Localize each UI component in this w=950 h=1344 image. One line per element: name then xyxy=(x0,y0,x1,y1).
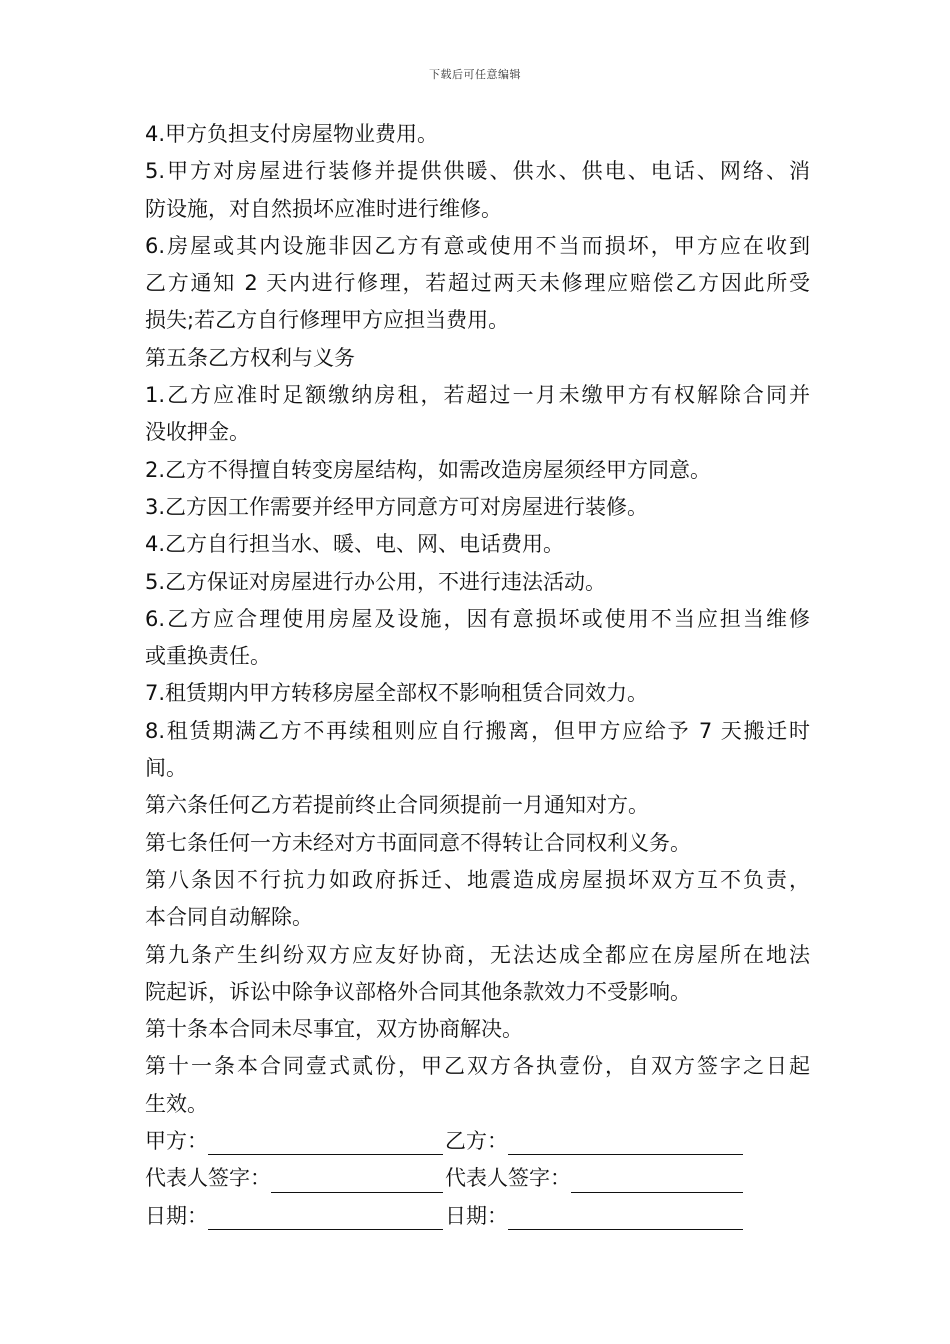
signature-right xyxy=(445,1198,745,1235)
page-header: 下载后可任意编辑 xyxy=(429,68,521,81)
signature-blank-line[interactable] xyxy=(208,1132,443,1155)
signature-row xyxy=(145,1160,810,1197)
clause-line: 第九条产生纠纷双方应友好协商，无法达成全都应在房屋所在地法 xyxy=(145,942,810,967)
clause-line: 防设施，对自然损坏应准时进行维修。 xyxy=(145,196,502,221)
signature-left xyxy=(145,1198,445,1235)
signature-right xyxy=(445,1123,745,1160)
clause-line: 第七条任何一方未经对方书面同意不得转让合同权利义务。 xyxy=(145,830,691,855)
signature-label: 乙方： xyxy=(445,1129,508,1154)
clause-line: 本合同自动解除。 xyxy=(145,905,313,930)
clause-line: 没收押金。 xyxy=(145,420,250,445)
signature-row xyxy=(145,1123,810,1160)
clause-line: 8.租赁期满乙方不再续租则应自行搬离，但甲方应给予 7 天搬迁时 xyxy=(145,718,810,743)
signature-left xyxy=(145,1160,445,1197)
clause-line: 3.乙方因工作需要并经甲方同意方可对房屋进行装修。 xyxy=(145,494,649,519)
signature-label: 代表人签字： xyxy=(145,1166,271,1191)
clause-line: 4.乙方自行担当水、暖、电、网、电话费用。 xyxy=(145,532,565,557)
contract-body xyxy=(145,116,810,1235)
clause-line: 院起诉，诉讼中除争议部格外合同其他条款效力不受影响。 xyxy=(145,979,691,1004)
signature-label: 甲方： xyxy=(145,1129,208,1154)
clause-line: 第五条乙方权利与义务 xyxy=(145,345,355,370)
clause-line: 损失;若乙方自行修理甲方应担当费用。 xyxy=(145,308,510,333)
signature-blank-line[interactable] xyxy=(271,1170,443,1193)
clause-line: 1.乙方应准时足额缴纳房租，若超过一月未缴甲方有权解除合同并 xyxy=(145,383,810,408)
signature-label: 日期： xyxy=(145,1203,208,1228)
clause-line: 第六条任何乙方若提前终止合同须提前一月通知对方。 xyxy=(145,793,649,818)
signature-blank-line[interactable] xyxy=(571,1170,743,1193)
signature-block xyxy=(145,1123,810,1235)
clause-line: 6.房屋或其内设施非因乙方有意或使用不当而损坏，甲方应在收到 xyxy=(145,233,810,258)
signature-row xyxy=(145,1198,810,1235)
clause-line: 第八条因不行抗力如政府拆迁、地震造成房屋损坏双方互不负责， xyxy=(145,867,810,892)
clause-line: 2.乙方不得擅自转变房屋结构，如需改造房屋须经甲方同意。 xyxy=(145,457,712,482)
signature-left xyxy=(145,1123,445,1160)
signature-blank-line[interactable] xyxy=(208,1207,443,1230)
signature-label: 日期： xyxy=(445,1203,508,1228)
contract-clauses xyxy=(145,116,810,1123)
clause-line: 5.甲方对房屋进行装修并提供供暖、供水、供电、电话、网络、消 xyxy=(145,159,810,184)
signature-right xyxy=(445,1160,745,1197)
signature-blank-line[interactable] xyxy=(508,1207,743,1230)
clause-line: 7.租赁期内甲方转移房屋全部权不影响租赁合同效力。 xyxy=(145,681,649,706)
clause-line: 6.乙方应合理使用房屋及设施，因有意损坏或使用不当应担当维修 xyxy=(145,606,810,631)
signature-blank-line[interactable] xyxy=(508,1132,743,1155)
clause-line: 第十条本合同未尽事宜，双方协商解决。 xyxy=(145,1017,523,1042)
clause-line: 或重换责任。 xyxy=(145,644,271,669)
clause-line: 5.乙方保证对房屋进行办公用，不进行违法活动。 xyxy=(145,569,607,594)
clause-line: 间。 xyxy=(145,756,187,781)
clause-line: 4.甲方负担支付房屋物业费用。 xyxy=(145,122,439,146)
signature-label: 代表人签字： xyxy=(445,1166,571,1191)
clause-line: 乙方通知 2 天内进行修理，若超过两天未修理应赔偿乙方因此所受 xyxy=(145,271,810,296)
clause-line: 生效。 xyxy=(145,1091,208,1116)
clause-line: 第十一条本合同壹式贰份，甲乙双方各执壹份，自双方签字之日起 xyxy=(145,1054,810,1079)
